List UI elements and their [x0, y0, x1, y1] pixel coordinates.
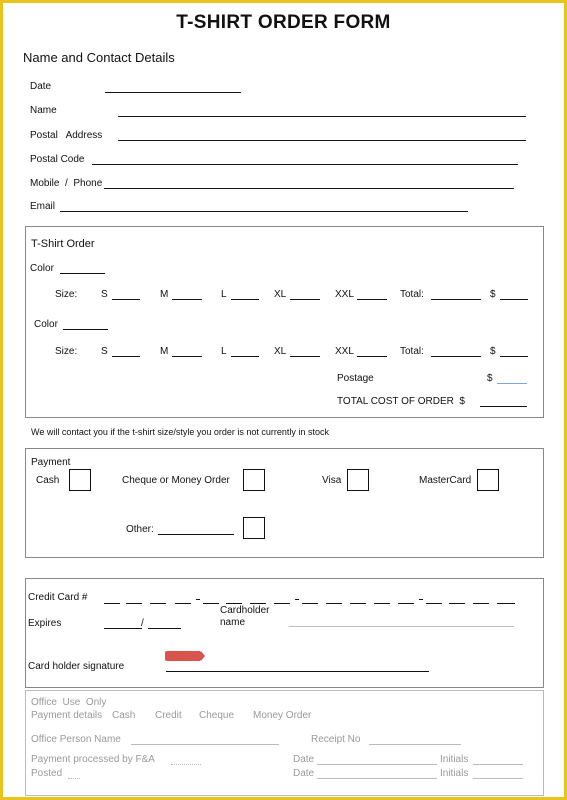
card-separator-1 — [196, 599, 200, 600]
name-label: Name — [30, 105, 57, 116]
signature-label: Card holder signature — [28, 661, 125, 672]
postal-code-field[interactable] — [92, 164, 518, 165]
color-field-1[interactable] — [60, 273, 105, 274]
date-field[interactable] — [105, 92, 241, 93]
card-digit-17[interactable] — [497, 603, 515, 604]
size-xxl-field-1[interactable] — [357, 299, 387, 300]
size-l-field-1[interactable] — [231, 299, 259, 300]
total-label-2: Total: — [400, 346, 424, 357]
size-s-field-2[interactable] — [112, 356, 140, 357]
card-digit-1[interactable] — [104, 603, 120, 604]
cash-checkbox[interactable] — [69, 469, 91, 491]
processed-date-label: Date — [293, 754, 315, 765]
contact-heading: Name and Contact Details — [23, 50, 175, 65]
size-m-field-2[interactable] — [172, 356, 202, 357]
posted-date-field[interactable] — [317, 778, 437, 779]
form-title: T-SHIRT ORDER FORM — [176, 12, 391, 33]
office-cash-option: Cash — [112, 710, 136, 721]
size-m-label-1: M — [160, 289, 169, 300]
card-digit-4[interactable] — [175, 603, 191, 604]
postage-field[interactable] — [497, 383, 527, 384]
size-label-1: Size: — [55, 289, 78, 300]
processed-initials-label: Initials — [440, 754, 469, 765]
expires-slash: / — [141, 618, 144, 629]
expires-label: Expires — [28, 618, 62, 629]
payment-heading: Payment — [31, 457, 71, 468]
cardholder-label-line2: name — [220, 617, 246, 628]
size-s-label-2: S — [101, 346, 108, 357]
stock-notice: We will contact you if the t-shirt size/style you order is not currently in stock — [31, 427, 329, 437]
expires-month-field[interactable] — [104, 628, 142, 629]
total-label-1: Total: — [400, 289, 424, 300]
card-digit-8[interactable] — [274, 603, 290, 604]
visa-label: Visa — [322, 475, 342, 486]
size-xl-field-2[interactable] — [290, 356, 320, 357]
postage-label: Postage — [337, 373, 374, 384]
office-payment-details-label: Payment details — [31, 710, 103, 721]
other-field[interactable] — [158, 534, 234, 535]
size-xxl-field-2[interactable] — [357, 356, 387, 357]
card-digit-2[interactable] — [126, 603, 142, 604]
cheque-label: Cheque or Money Order — [122, 475, 230, 486]
postal-code-label: Postal Code — [30, 154, 85, 165]
card-digit-5[interactable] — [203, 603, 219, 604]
email-field[interactable] — [60, 211, 468, 212]
postal-address-label: Postal Address — [30, 130, 103, 141]
card-number-label: Credit Card # — [28, 592, 88, 603]
processed-by-label: Payment processed by F&A — [31, 754, 155, 765]
office-credit-option: Credit — [155, 710, 182, 721]
receipt-no-field[interactable] — [369, 744, 461, 745]
card-digit-11[interactable] — [350, 603, 366, 604]
office-cheque-option: Cheque — [199, 710, 235, 721]
color-label-2: Color — [34, 319, 58, 330]
postal-address-field[interactable] — [118, 140, 526, 141]
tshirt-order-section — [25, 226, 544, 418]
cardholder-label-line1: Cardholder — [220, 605, 270, 616]
mobile-field[interactable] — [104, 188, 514, 189]
office-use-heading: Office Use Only — [31, 697, 107, 708]
receipt-no-label: Receipt No — [311, 734, 361, 745]
card-digit-6[interactable] — [226, 603, 242, 604]
tshirt-order-heading: T-Shirt Order — [31, 238, 95, 250]
card-digit-10[interactable] — [326, 603, 342, 604]
cash-label: Cash — [36, 475, 60, 486]
posted-initials-label: Initials — [440, 768, 469, 779]
size-m-label-2: M — [160, 346, 169, 357]
card-digit-16[interactable] — [473, 603, 489, 604]
card-digit-3[interactable] — [150, 603, 166, 604]
posted-initials-field[interactable] — [473, 778, 523, 779]
total-field-1[interactable] — [431, 299, 481, 300]
other-checkbox[interactable] — [243, 517, 265, 539]
card-separator-2 — [295, 599, 299, 600]
cardholder-name-field[interactable] — [289, 626, 514, 627]
size-s-field-1[interactable] — [112, 299, 140, 300]
size-xl-label-2: XL — [274, 346, 287, 357]
office-person-name-label: Office Person Name — [31, 734, 121, 745]
total-cost-label: TOTAL COST OF ORDER $ — [337, 396, 465, 407]
office-person-name-field[interactable] — [131, 744, 279, 745]
size-l-label-2: L — [221, 346, 227, 357]
signature-field[interactable] — [166, 671, 429, 672]
total-dollar-1: $ — [490, 289, 496, 300]
mastercard-label: MasterCard — [419, 475, 472, 486]
size-xl-label-1: XL — [274, 289, 287, 300]
size-l-field-2[interactable] — [231, 356, 259, 357]
posted-date-label: Date — [293, 768, 315, 779]
card-digit-7[interactable] — [250, 603, 266, 604]
visa-checkbox[interactable] — [347, 469, 369, 491]
posted-field[interactable] — [68, 778, 80, 779]
card-digit-15[interactable] — [449, 603, 465, 604]
cheque-checkbox[interactable] — [243, 469, 265, 491]
expires-year-field[interactable] — [148, 628, 181, 629]
name-field[interactable] — [118, 116, 526, 117]
total-amount-field-2[interactable] — [500, 356, 528, 357]
mobile-label: Mobile / Phone — [30, 178, 103, 189]
mastercard-checkbox[interactable] — [477, 469, 499, 491]
size-xl-field-1[interactable] — [290, 299, 320, 300]
color-label-1: Color — [30, 263, 54, 274]
total-cost-field[interactable] — [480, 406, 527, 407]
size-s-label-1: S — [101, 289, 108, 300]
total-field-2[interactable] — [431, 356, 481, 357]
email-label: Email — [30, 201, 56, 212]
processed-by-field[interactable] — [171, 764, 201, 765]
size-m-field-1[interactable] — [172, 299, 202, 300]
size-label-2: Size: — [55, 346, 78, 357]
processed-date-field[interactable] — [317, 764, 437, 765]
card-digit-14[interactable] — [426, 603, 442, 604]
office-money-order-option: Money Order — [253, 710, 312, 721]
processed-initials-field[interactable] — [473, 764, 523, 765]
size-xxl-label-1: XXL — [335, 289, 354, 300]
date-label: Date — [30, 81, 52, 92]
size-l-label-1: L — [221, 289, 227, 300]
total-amount-field-1[interactable] — [500, 299, 528, 300]
posted-label: Posted — [31, 768, 63, 779]
payment-section — [25, 448, 544, 558]
color-field-2[interactable] — [63, 329, 108, 330]
total-dollar-2: $ — [490, 346, 496, 357]
card-digit-12[interactable] — [374, 603, 390, 604]
postage-dollar: $ — [487, 373, 493, 384]
card-separator-3 — [419, 599, 423, 600]
sign-here-tag — [165, 651, 201, 661]
size-xxl-label-2: XXL — [335, 346, 354, 357]
card-digit-13[interactable] — [398, 603, 414, 604]
other-label: Other: — [126, 524, 154, 535]
card-digit-9[interactable] — [302, 603, 318, 604]
